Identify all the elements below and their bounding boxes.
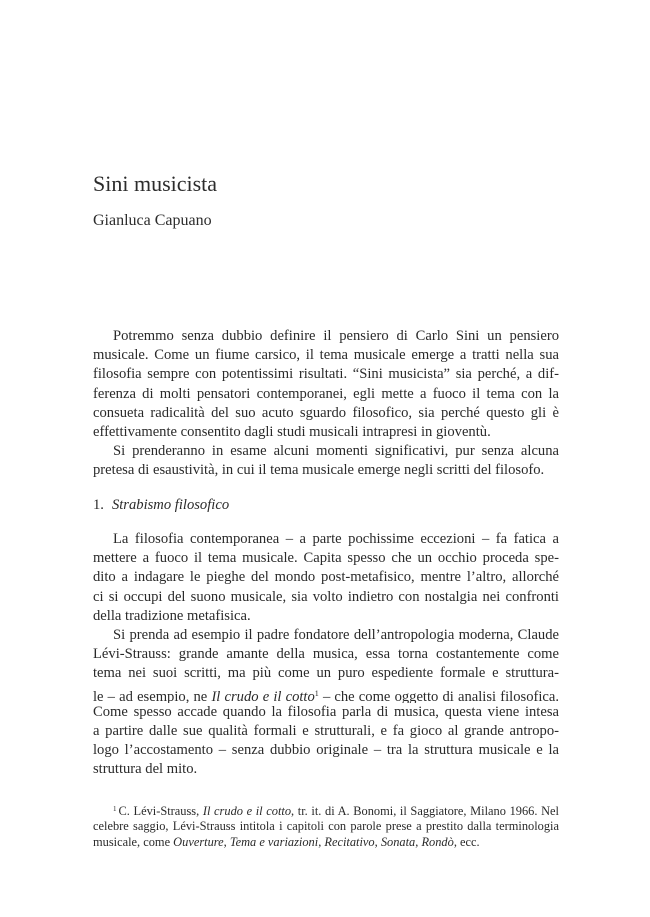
- body-paragraph-2: [93, 626, 559, 780]
- text-line: tema nei suoi scritti, ma più come un puro espediente formale e struttura-: [93, 665, 559, 682]
- chapter-title: Sini musicista: [93, 171, 218, 196]
- text-line: mettere a fuoco il tema musicale. Capita spesso che un occhio proceda spe-: [93, 550, 559, 567]
- chapter-name: Ouverture: [173, 835, 224, 850]
- text-line: dito a indagare le pieghe del mondo post-metafisico, mentre l’altro, allorché: [93, 569, 559, 586]
- chapter-author: Gianluca Capuano: [93, 212, 212, 229]
- intro-paragraph-1: [93, 327, 559, 442]
- text-line: filosofia sempre con potentissimi risultati. “Sini musicista” sia perché, a dif-: [93, 366, 559, 383]
- text-line: pretesa di esaustività, in cui il tema musicale emerge negli scritti del filosofo.: [93, 462, 545, 479]
- separator: ,: [318, 835, 325, 850]
- text-span: musicale, come: [93, 835, 174, 850]
- text-span: le – ad esempio, ne: [93, 688, 212, 703]
- chapter-name: Tema e variazioni: [229, 835, 319, 850]
- footnote-line: celebre saggio, Lévi-Strauss intitola i capitoli con parole prese a prestito dalla terminologia: [93, 818, 559, 833]
- text-line: ci si occupi del suono musicale, sia volto indietro con nostalgia nei confronti: [93, 588, 559, 605]
- text-line: Come spesso accade quando la filosofia parla di musica, questa viene intesa: [93, 703, 559, 720]
- chapter-name: Sonata: [380, 835, 416, 850]
- section-heading: [93, 497, 229, 514]
- book-title: Il crudo e il cotto: [211, 688, 315, 703]
- intro-paragraph-2: [93, 442, 559, 480]
- text-line-with-footnote-ref: [93, 684, 559, 703]
- text-line: Potremmo senza dubbio definire il pensiero di Carlo Sini un pensiero: [113, 328, 559, 344]
- text-line: effettivamente consentito dagli studi musicali intrapresi in gioventù.: [93, 423, 491, 440]
- footnote-line: [93, 801, 559, 818]
- text-line: logo l’accostamento – senza dubbio originale – tra la struttura musicale e la: [93, 742, 559, 759]
- separator: ,: [374, 835, 381, 850]
- body-paragraph-1: [93, 530, 559, 626]
- separator: ,: [415, 835, 422, 850]
- text-line: consueta radicalità del suo acuto sguardo filosofico, sia perché questo gli è: [93, 404, 559, 421]
- chapter-name: Rondò: [421, 835, 454, 850]
- text-span: , tr. it. di A. Bonomi, il Saggiatore, Milano 1966. Nel: [291, 804, 559, 818]
- text-span: , ecc.: [453, 835, 480, 850]
- section-number: 1.: [93, 497, 104, 513]
- footnote-line: [93, 834, 559, 851]
- footnote: [93, 801, 559, 851]
- footnote-reference[interactable]: 1: [314, 688, 319, 698]
- text-span: C. Lévi-Strauss,: [118, 804, 203, 818]
- text-line: La filosofia contemporanea – a parte pochissime eccezioni – fa fatica a: [113, 531, 559, 547]
- book-title: Il crudo e il cotto: [202, 804, 292, 818]
- text-span: – che come oggetto di analisi filosofica.: [318, 688, 559, 703]
- text-line: musicale. Come un fiume carsico, il tema musicale emerge a tratti nella sua: [93, 347, 559, 364]
- text-line: Si prenderanno in esame alcuni momenti significativi, pur senza alcuna: [113, 443, 559, 459]
- text-line: della tradizione metafisica.: [93, 607, 251, 624]
- text-line: Lévi-Strauss: grande amante della musica, essa torna costantemente come: [93, 646, 559, 663]
- text-line: ferenza di molti pensatori contemporanei, egli mette a fuoco il tema con la: [93, 385, 559, 402]
- text-line: a partire dalle sue qualità formali e strutturali, e fa gioco al grande antropo-: [93, 722, 559, 739]
- text-line: Si prenda ad esempio il padre fondatore dell’antropologia moderna, Claude: [113, 627, 559, 643]
- section-title: Strabismo filosofico: [111, 497, 230, 513]
- chapter-name: Recitativo: [324, 835, 375, 850]
- text-line: struttura del mito.: [93, 761, 198, 778]
- separator: ,: [223, 835, 230, 850]
- footnote-number: 1: [113, 805, 117, 813]
